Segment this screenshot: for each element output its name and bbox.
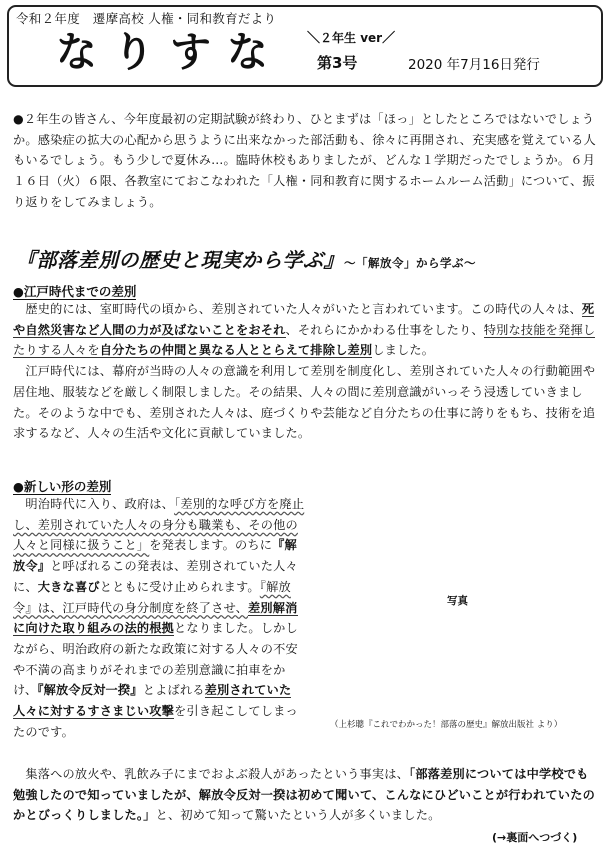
s2-kaihourei-end: 『解放令』は、江戸時代の身分制度を終了させ、 [13, 579, 291, 615]
s2-great-joy: 大きな喜び [37, 579, 100, 594]
section2-title-text: ●新しい形の差別 [13, 479, 112, 494]
section1-paragraph-1 [13, 299, 598, 361]
masthead-title: なりすな [56, 28, 284, 76]
s1-text-f: しました。 [372, 343, 435, 358]
s1-emphasis-exclusion: 自分たちの仲間と異なる人ととらえて排除し差別 [99, 343, 373, 358]
issuer-line: 令和２年度 遷摩高校 人権・同和教育だより [16, 11, 277, 26]
s1-text-c: 、それらにかかわる仕事をしたり、 [285, 322, 484, 337]
article-headline [16, 244, 476, 273]
section1-paragraph-2: 江戸時代には、幕府が当時の人々の意識を利用して差別を制度化し、差別されていた人々の行動範囲や居住地、服装などを厳しく制限しました。その結果、人々の間に差別意識がいっそう浸透していきました。そのような中でも、差別された人々は、庭づくりや芸能など自分たちの仕事に誇りをもち、技術を追求するなど、人々の生活や文化に貢献していました。 [13, 364, 596, 441]
section2-body [13, 494, 309, 742]
s3-text-a: 集落への放火や、乳飲み子にまでおよぶ殺人があったという事実は、 [13, 767, 410, 781]
s2-text-3: を発表します。のちに [149, 538, 273, 553]
section1-title-text: ●江戸時代までの差別 [13, 284, 137, 299]
s2-text-7: とともに受け止められます。 [99, 579, 260, 594]
s2-text-12: とよばれる [142, 683, 205, 698]
s2-ikki: 『解放令反対一揆』 [37, 683, 143, 698]
intro-paragraph: ●２年生の皆さん、今年度最初の定期試験が終わり、ひとまずは「ほっ」としたところではないでしょうか。感染症の拡大の心配から思うように出来なかった部活動も、徐々に再開され、充実感を覚えている人もいるでしょう。もう少しで夏休み…。臨時休校もありましたが、どんな１学期だったでしょうか。６月１６日（火）６限、各教室にておこなわれた「人権・同和教育に関するホームルーム活動」について、振り返りをしてみましょう。 [13, 112, 596, 209]
section1-body [13, 299, 598, 444]
slash-right-icon: ／ [382, 31, 396, 46]
s3-text-c: と、初めて知って驚いたという人が多くいました。 [155, 808, 441, 823]
s1-emphasis-fear: 死や自然災害など人間の力が及ばないことをおそれ [13, 302, 595, 337]
s2-text-14: を引き起こしてしまったのです。 [13, 704, 298, 739]
version-badge-text: ２年生 ver [320, 31, 383, 45]
s2-attack: 差別されていた人々に対するすさまじい攻撃 [13, 683, 292, 719]
s3-student-quote: 「部落差別については中学校でも勉強したので知っていましたが、解放令反対一揆は初めて聞いて、こんなにひどいことが行われていたのかとびっくりしました。」 [13, 767, 595, 823]
s1-text-a: 歴史的には、室町時代の頃から、差別されていた人々がいたと言われています。この時代の人々は、 [13, 302, 582, 316]
section3-body [13, 764, 598, 826]
issue-number: 第3号 [317, 54, 358, 72]
s1-underline-skills: 特別な技能を発揮したりする人々を [13, 322, 596, 358]
headline-subtitle: ～「解放令」から学ぶ～ [344, 256, 476, 270]
s2-text-1: 明治時代に入り、政府は、 [13, 497, 175, 511]
issue-date: 2020 年7月16日発行 [408, 57, 540, 73]
s2-legal-basis: 差別解消に向けた取り組みの法的根拠 [13, 600, 298, 636]
s2-text-10: となりました。しかしながら、明治政府の新たな政策に対する人々の不安や不満の高まりがそれまでの差別意識に拍車をかけ、 [13, 621, 298, 698]
s2-announcement-quote: 「差別的な呼び方を廃止し、差別されていた人々の身分も職業も、その他の人々と同様に扱うこと」 [13, 497, 305, 553]
section1-title [13, 282, 136, 300]
section2-title [13, 477, 111, 495]
headline-title: 『部落差別の歴史と現実から学ぶ』 [16, 248, 344, 272]
photo-placeholder-label: 写真 [447, 595, 468, 607]
photo-caption: （上杉聰『これでわかった！部落の歴史』解放出版社 より） [330, 720, 563, 730]
version-badge [307, 27, 395, 46]
continue-note: (→裏面へつづく) [492, 831, 578, 844]
s2-text-5: と呼ばれるこの発表は、差別されていた人々に、 [13, 559, 298, 594]
slash-left-icon: ＼ [307, 31, 321, 46]
s2-kaihourei: 『解放令』 [13, 538, 297, 574]
